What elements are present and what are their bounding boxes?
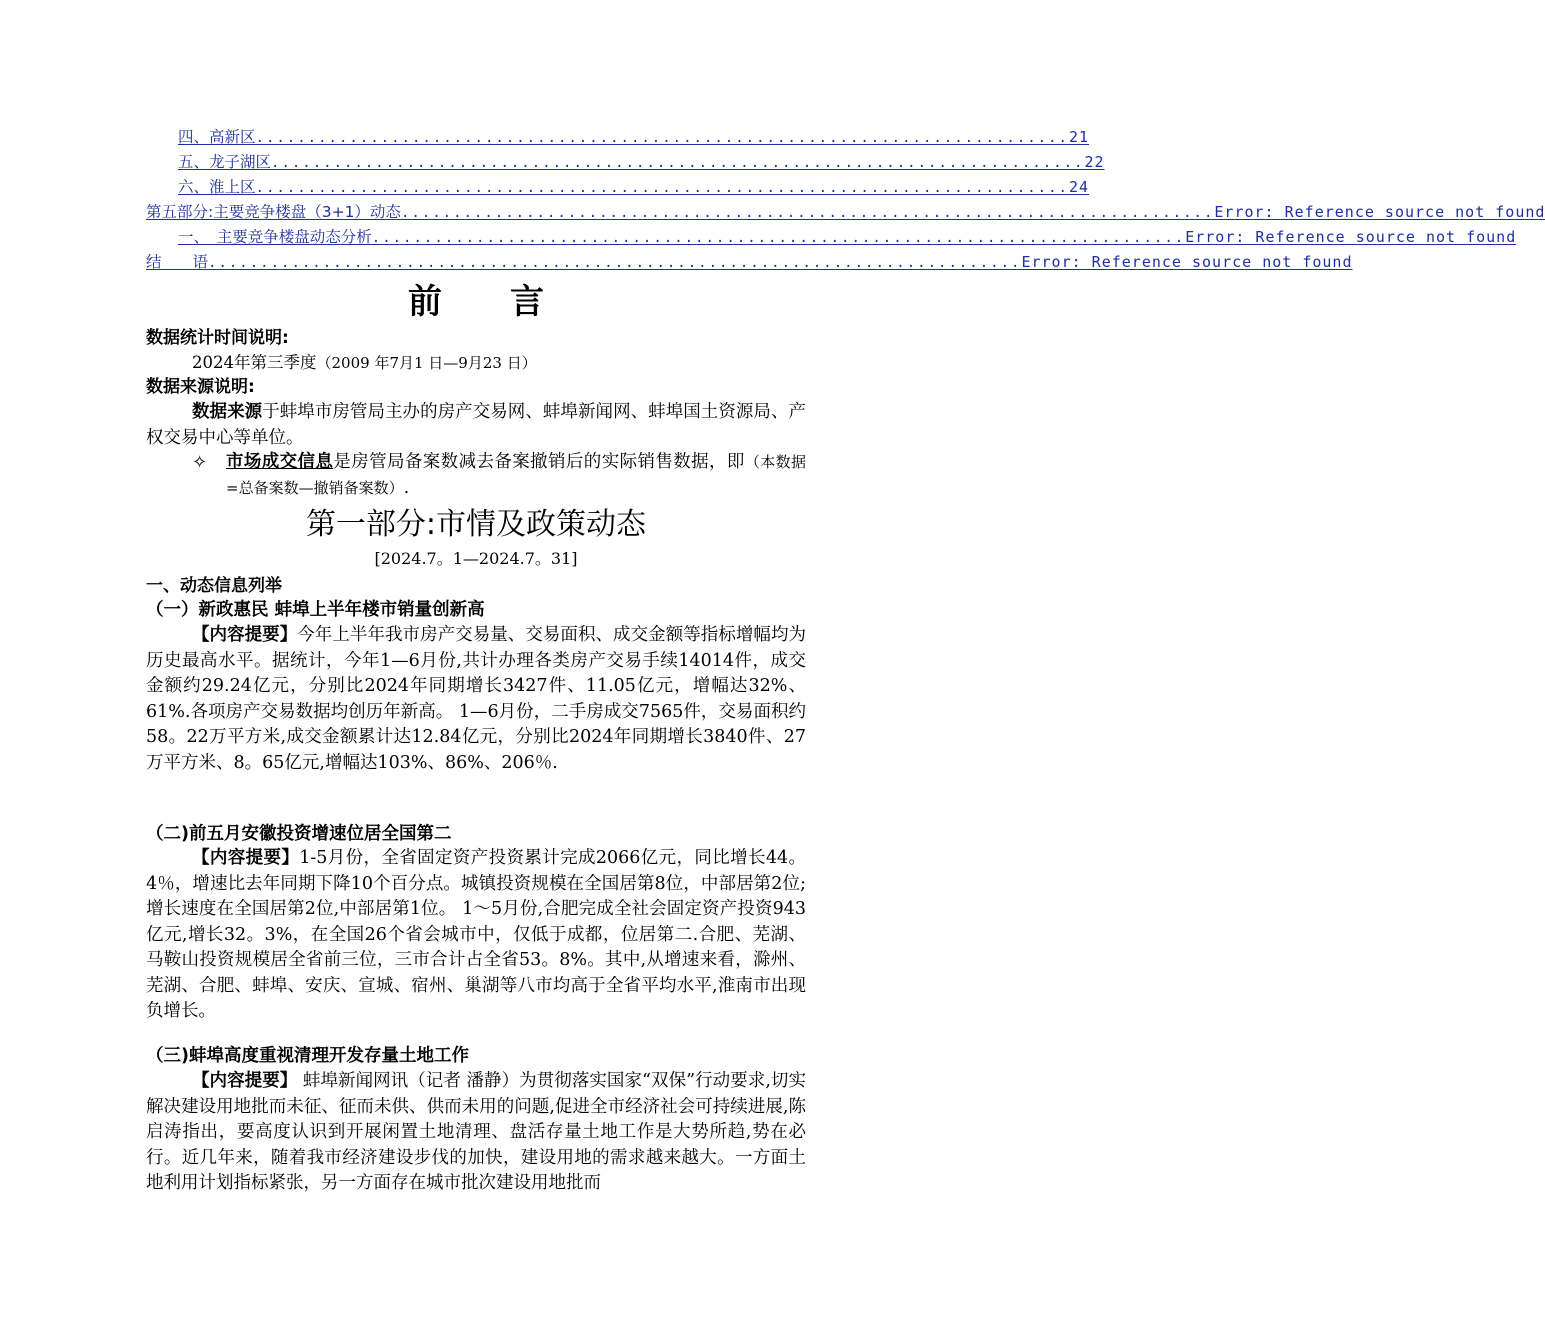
bullet-text [226, 450, 806, 501]
item-heading: （二)前五月安徽投资增速位居全国第二 [146, 824, 452, 844]
toc-entry-label: 六、淮上区 [178, 178, 256, 196]
source-heading: 数据来源说明: [146, 377, 255, 397]
toc-entry[interactable] [178, 150, 1105, 174]
toc-leader-dots: .............................................................................. [255, 180, 1069, 196]
toc-entry[interactable] [146, 250, 1353, 274]
summary-tag: 【内容提要】 [192, 1071, 298, 1091]
source-bold: 数据来源 [192, 402, 263, 422]
bullet-body: 是房管局备案数减去备案撤销后的实际销售数据，即 [333, 452, 745, 472]
toc-entry-label: 四、高新区 [178, 128, 256, 146]
part1-date-range: [2024.7。1—2024.7。31] [374, 549, 578, 568]
toc-entry-label: 结 语 [146, 253, 209, 271]
diamond-star-icon: ✧ [192, 452, 208, 473]
time-text-main: 2024年第三季度 [192, 353, 317, 372]
toc-leader-dots: .............................................................................. [371, 230, 1186, 246]
toc-entry[interactable] [146, 200, 1545, 224]
summary-tag: 【内容提要】 [192, 848, 300, 868]
toc-entry-page: Error: Reference source not found [1185, 228, 1517, 246]
preface-title: 前 言 [408, 282, 544, 322]
time-range: （2009 年7月1 日—9月23 日） [316, 354, 537, 372]
toc-entry-page: 24 [1068, 178, 1090, 196]
bullet-bold: 市场成交信息 [226, 452, 334, 472]
toc-entry-page: 21 [1068, 128, 1090, 146]
toc-leader-dots: .............................................................................. [208, 255, 1022, 271]
source-text: 于蚌埠市房管局主办的房产交易网、蚌埠新闻网、蚌埠国土资源局、产权交易中心等单位。 [146, 402, 807, 448]
time-heading: 数据统计时间说明: [146, 328, 289, 348]
toc-entry[interactable] [178, 125, 1090, 149]
item-paragraph [146, 1069, 806, 1197]
toc-entry-label: 五、龙子湖区 [178, 153, 272, 171]
item-text: 今年上半年我市房产交易量、交易面积、成交金额等指标增幅均为历史最高水平。据统计，今年1—6月份,共计办理各类房产交易手续14014件，成交金额约29.24亿元，分别比2024年同期增长3427件、11.05亿元，增幅达32%、61%.各项房产交易数据均创历年新高。 1—6月份，二手房成交7565件，交易面积约58。22万平方米,成交金额累计达12.84亿元，分别比2024年同期增长3840件、27万平方米、8。65亿元,增幅达103%、86%、206％. [146, 625, 806, 773]
bullet-formula: （本数据=总备案数—撤销备案数） [226, 453, 806, 497]
time-text [192, 350, 806, 377]
toc-entry-page: 22 [1084, 153, 1105, 171]
part1-title: 第一部分:市情及政策动态 [305, 507, 647, 542]
toc-entry[interactable] [178, 175, 1090, 199]
toc-leader-dots: .............................................................................. [255, 130, 1069, 146]
toc-leader-dots: .............................................................................. [400, 205, 1215, 221]
item-paragraph [146, 623, 806, 776]
item-text: 蚌埠新闻网讯（记者 潘静）为贯彻落实国家“双保”行动要求,切实解决建设用地批而未征、征而未供、供而未用的问题,促进全市经济社会可持续进展,陈启涛指出，要高度认识到开展闲置土地清理、盘活存量土地工作是大势所趋,势在必行。近几年来，随着我市经济建设步伐的加快，建设用地的需求越来越大。一方面土地利用计划指标紧张，另一方面存在城市批次建设用地批而 [146, 1071, 806, 1193]
item-paragraph [146, 846, 806, 1025]
toc-entry-label: 第五部分:主要竞争楼盘（3+1）动态 [146, 203, 401, 221]
toc-entry-label: 一、 主要竞争楼盘动态分析 [178, 228, 372, 246]
section-heading: 一、动态信息列举 [146, 576, 282, 596]
toc-entry-page: Error: Reference source not found [1214, 203, 1545, 221]
item-heading: （一）新政惠民 蚌埠上半年楼市销量创新高 [146, 600, 485, 620]
toc-entry-page: Error: Reference source not found [1021, 253, 1353, 271]
bullet-item [192, 450, 806, 502]
summary-tag: 【内容提要】 [192, 625, 298, 645]
toc-entry[interactable] [178, 225, 1517, 249]
source-paragraph [146, 400, 806, 451]
item-heading: （三)蚌埠高度重视清理开发存量土地工作 [146, 1046, 469, 1066]
bullet-end: . [403, 477, 410, 498]
toc-leader-dots: .............................................................................. [271, 155, 1085, 171]
item-text: 1-5月份，全省固定资产投资累计完成2066亿元，同比增长44。4％，增速比去年同期下降10个百分点。城镇投资规模在全国居第8位，中部居第2位; 增长速度在全国居第2位,中部居第1位。 1～5月份,合肥完成全社会固定资产投资943亿元,增长32。3%，在全国26个省会城市中，仅低于成都，位居第二.合肥、芜湖、马鞍山投资规模居全省前三位，三市合计占全省53。8%。其中,从增速来看，滁州、芜湖、合肥、蚌埠、安庆、宣城、宿州、巢湖等八市均高于全省平均水平,淮南市出现负增长。 [146, 848, 807, 1021]
